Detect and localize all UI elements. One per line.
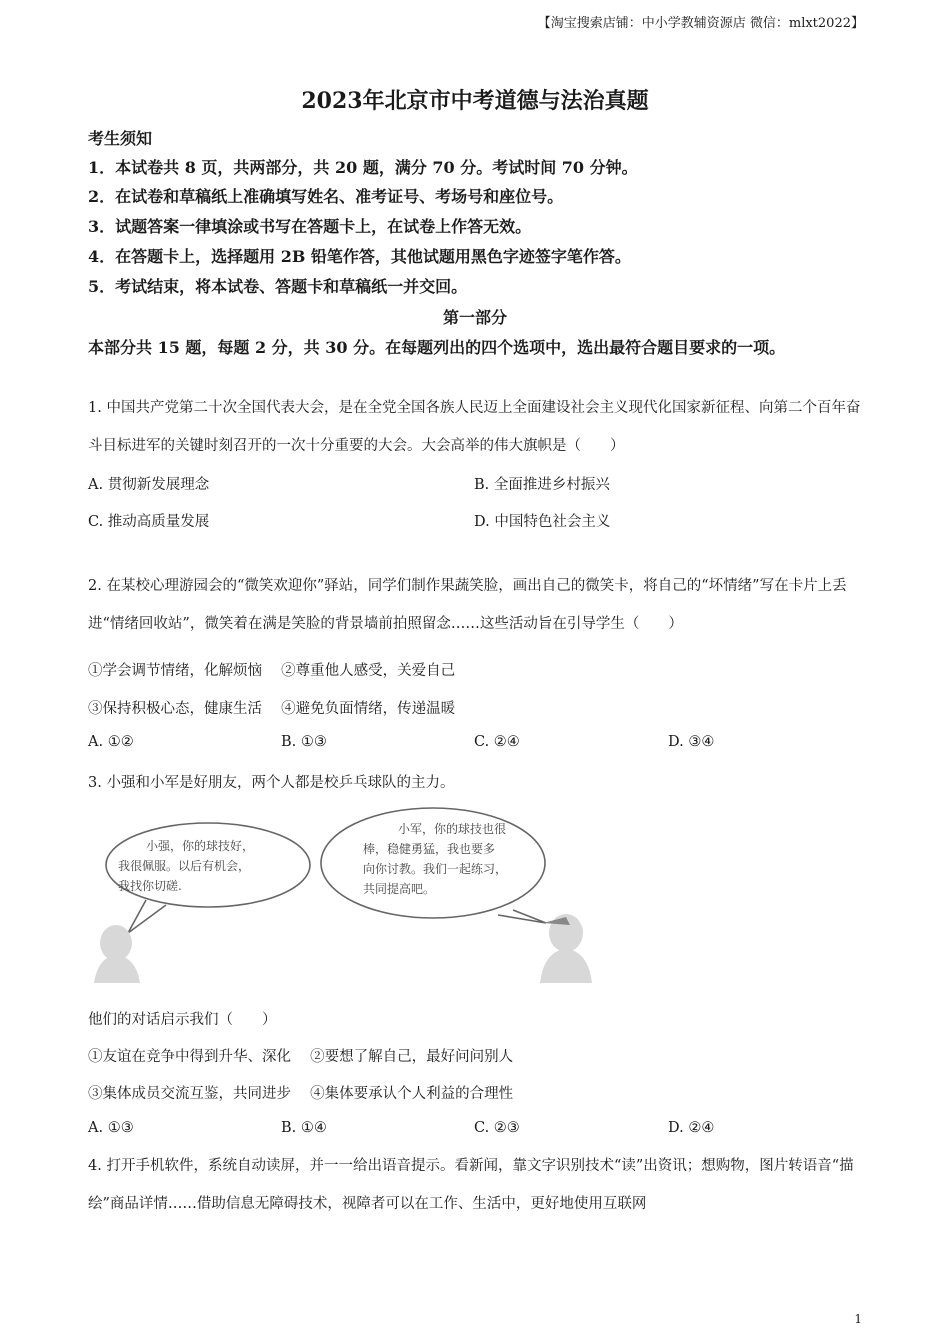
q3-option-c: C. ②③ (474, 1120, 520, 1136)
notice-item-3: 3．试题答案一律填涂或书写在答题卡上，在试卷上作答无效。 (88, 217, 532, 236)
part-description: 本部分共 15 题，每题 2 分，共 30 分。在每题列出的四个选项中，选出最符合题目要求的一项。 (88, 338, 786, 357)
bubble-right-line-1: 小军，你的球技也很 (398, 822, 507, 836)
q2-option-a: A. ①② (88, 734, 134, 750)
bubble-left-line-2: 我很佩服。以后有机会， (118, 859, 251, 873)
dialogue-illustration (88, 805, 608, 990)
q2-statements-2: ③保持积极心态，健康生活 ④避免负面情绪，传递温暖 (88, 701, 456, 717)
q1-option-d: D. 中国特色社会主义 (474, 514, 611, 530)
q2-statements-1: ①学会调节情绪，化解烦恼 ②尊重他人感受，关爱自己 (88, 663, 456, 679)
q3-statements-2: ③集体成员交流互鉴，共同进步 ④集体要承认个人利益的合理性 (88, 1086, 514, 1102)
bubble-left-line-1: 小强，你的球技好， (146, 839, 255, 853)
notice-heading: 考生须知 (88, 129, 153, 148)
dialogue-illustration-svg (88, 805, 608, 990)
q3-stem: 3. 小强和小军是好朋友，两个人都是校乒乓球队的主力。 (88, 775, 455, 791)
q1-option-a: A. 贯彻新发展理念 (88, 477, 210, 493)
person-right-silhouette (540, 914, 592, 983)
q2-option-b: B. ①③ (281, 734, 327, 750)
q2-option-d: D. ③④ (668, 734, 715, 750)
q3-option-a: A. ①③ (88, 1120, 134, 1136)
notice-item-5: 5．考试结束，将本试卷、答题卡和草稿纸一并交回。 (88, 277, 468, 296)
bubble-left-line-3: 我找你切磋. (118, 879, 182, 893)
page-title: 2023年北京市中考道德与法治真题 (301, 88, 649, 114)
q2-option-c: C. ②④ (474, 734, 520, 750)
notice-item-4: 4．在答题卡上，选择题用 2B 铅笔作答，其他试题用黑色字迹签字笔作答。 (88, 247, 631, 266)
q2-stem: 2. 在某校心理游园会的“微笑欢迎你”驿站，同学们制作果蔬笑脸，画出自己的微笑卡，将自己的“坏情绪”写在卡片上丢进“情绪回收站”，微笑着在满是笑脸的背景墙前拍照留念……这些活动旨在引导学生（ ） (88, 578, 847, 632)
notice-item-2: 2．在试卷和草稿纸上准确填写姓名、准考证号、考场号和座位号。 (88, 187, 564, 206)
person-left-silhouette (94, 925, 140, 983)
q1-stem: 1. 中国共产党第二十次全国代表大会，是在全党全国各族人民迈上全面建设社会主义现代化国家新征程、向第二个百年奋斗目标进军的关键时刻召开的一次十分重要的大会。大会高举的伟大旗帜是（ ） (88, 400, 861, 454)
q3-prompt: 他们的对话启示我们（ ） (88, 1012, 277, 1028)
bubble-right-line-4: 共同提高吧。 (363, 882, 436, 896)
q1-option-b: B. 全面推进乡村振兴 (474, 477, 610, 493)
header-note: 【淘宝搜索店铺：中小学教辅资源店 微信：mlxt2022】 (537, 16, 864, 31)
bubble-right-line-2: 棒，稳健勇猛，我也要多 (363, 842, 496, 856)
page-number: 1 (854, 1312, 862, 1326)
q1-option-c: C. 推动高质量发展 (88, 514, 210, 530)
part-title: 第一部分 (442, 308, 507, 327)
q3-option-b: B. ①④ (281, 1120, 327, 1136)
q3-statements-1: ①友谊在竞争中得到升华、深化 ②要想了解自己，最好问问别人 (88, 1049, 514, 1065)
bubble-right-line-3: 向你讨教。我们一起练习， (363, 862, 508, 876)
q4-stem: 4. 打开手机软件，系统自动读屏，并一一给出语音提示。看新闻，靠文字识别技术“读”出资讯；想购物，图片转语音“描绘”商品详情……借助信息无障碍技术，视障者可以在工作、生活中，更好地使用互联网 (88, 1158, 854, 1212)
q3-option-d: D. ②④ (668, 1120, 715, 1136)
notice-item-1: 1．本试卷共 8 页，共两部分，共 20 题，满分 70 分。考试时间 70 分钟。 (88, 158, 638, 177)
